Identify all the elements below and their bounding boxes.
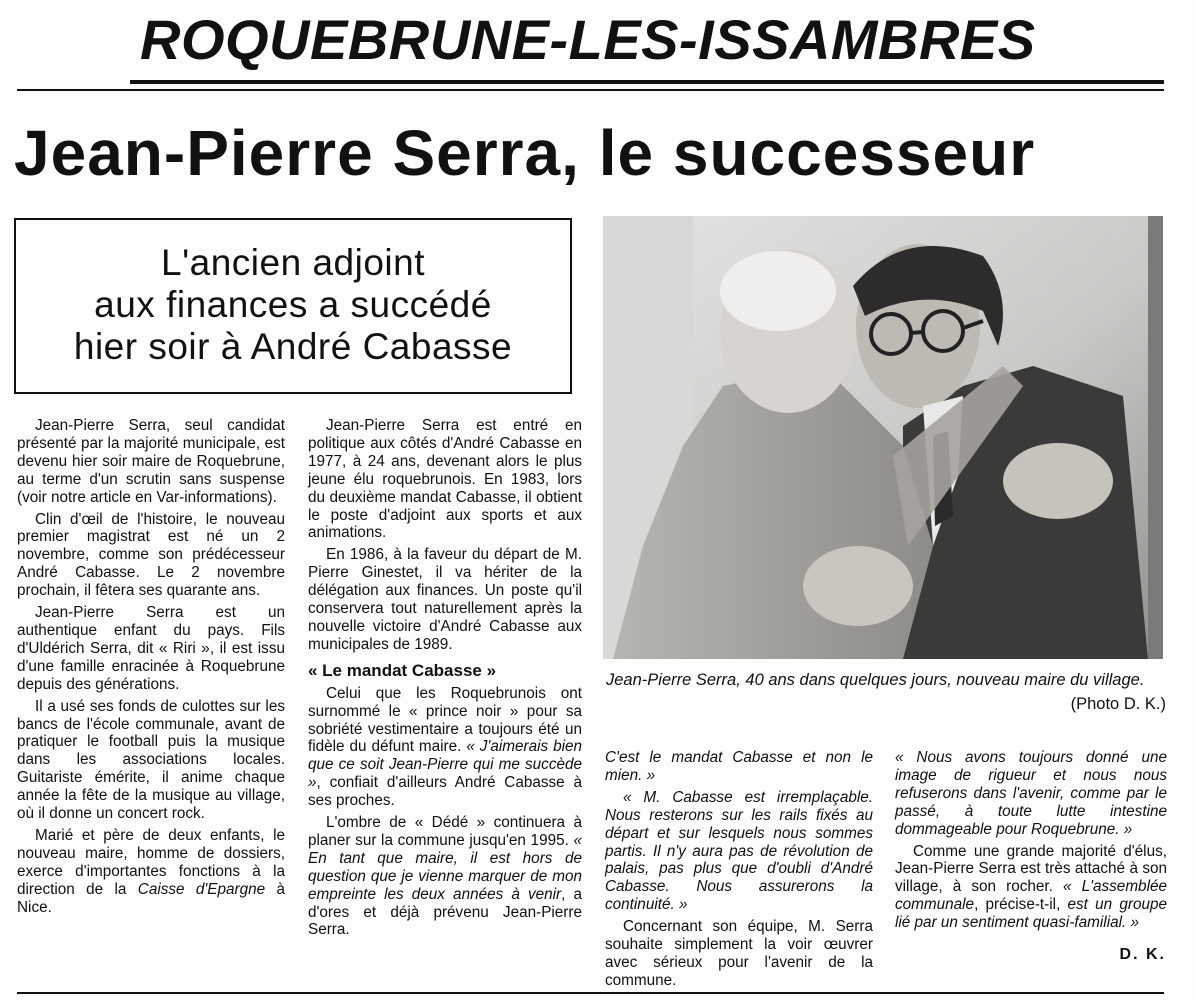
text-run: , précise-t-il,	[974, 896, 1068, 914]
text-run: Marié et père de deux enfants, le nouveau maire, homme de dossiers, exerce d'importantes fonctions à la direction de la	[17, 826, 285, 898]
bottom-rule	[17, 992, 1164, 994]
text-run: à Nice.	[17, 880, 285, 916]
paragraph: Il a usé ses fonds de culottes sur les bancs de l'école communale, avant de pratiquer le football puis la musique dans les associations locales. Guitariste émérite, il anime chaque année la fête de la musique au village, où il donne un concert rock.	[17, 697, 285, 823]
section-rule-thin	[17, 89, 1164, 91]
deck-line: L'ancien adjoint	[161, 242, 425, 283]
photo-caption	[606, 670, 1164, 690]
headline: Jean-Pierre Serra, le successeur	[14, 117, 1036, 189]
subheading: « Le mandat Cabasse »	[308, 660, 497, 680]
text-run: Comme une grande majorité d'élus, Jean-Pierre Serra est très attaché à son village, à son rocher.	[895, 842, 1167, 896]
paragraph: Concernant son équipe, M. Serra souhaite simplement la voir œuvrer avec sérieux pour l'avenir de la commune.	[605, 918, 873, 989]
deck-box	[14, 218, 572, 394]
paragraph: C'est le mandat Cabasse et non le mien. »	[605, 749, 873, 784]
text-run-italic: « L'assemblée communale	[895, 878, 1167, 914]
text-run-italic: est un groupe lié par un sentiment quasi-familial. »	[895, 896, 1167, 932]
caption-text: Jean-Pierre Serra, 40 ans dans quelques jours, nouveau maire du village.	[606, 671, 1145, 689]
article-photo	[603, 216, 1163, 659]
article-column-4	[895, 749, 1167, 936]
text-run-italic: Caisse d'Epargne	[137, 880, 266, 898]
text-run-italic: « J'aimerais bien que ce soit Jean-Pierre qui me succède »	[308, 738, 582, 792]
deck	[16, 242, 570, 368]
text-run: L'ombre de « Dédé » continuera à planer sur la commune jusqu'en 1995.	[308, 814, 582, 849]
article-column-2	[308, 417, 582, 943]
paragraph	[308, 814, 582, 939]
section-title: ROQUEBRUNE-LES-ISSAMBRES	[140, 8, 1036, 71]
paragraph	[308, 685, 582, 810]
text-run: , confiait d'ailleurs André Cabasse à ses proches.	[308, 774, 582, 810]
photo-credit: (Photo D. K.)	[1070, 695, 1166, 713]
paragraph: Clin d'œil de l'histoire, le nouveau premier magistrat est né un 2 novembre, comme son prédécesseur André Cabasse. Le 2 novembre prochain, il fêtera ses quarante ans.	[17, 510, 285, 600]
deck-line: hier soir à André Cabasse	[73, 326, 513, 367]
paragraph: « M. Cabasse est irremplaçable. Nous resterons sur les rails fixés au départ et sur lesquels nous sommes partis. Il n'y aura pas de révolution de palais, pas plus que d'oubli d'André Cabasse. Nous assurerons la continuité. »	[605, 788, 873, 914]
paragraph: Jean-Pierre Serra, seul candidat présenté par la majorité municipale, est devenu hier soir maire de Roquebrune, au terme d'un scrutin sans suspense (voir notre article en Var-informations).	[17, 417, 285, 506]
deck-line: aux finances a succédé	[94, 284, 492, 325]
text-run: Celui que les Roquebrunois ont surnommé le « prince noir » pour sa sobriété vestimentaire a toujours été un fidèle du défunt maire.	[308, 684, 582, 756]
paragraph	[895, 843, 1167, 933]
paragraph: En 1986, à la faveur du départ de M. Pierre Ginestet, il va hériter de la délégation aux finances. Un poste qu'il conservera tout naturellement après la nouvelle victoire d'André Cabasse aux municipales de 1989.	[308, 546, 582, 653]
paragraph	[17, 827, 285, 917]
paragraph: Jean-Pierre Serra est un authentique enfant du pays. Fils d'Uldérich Serra, dit « Riri », il est issu d'une famille enracinée à Roquebrune depuis des générations.	[17, 604, 285, 693]
section-rule	[130, 80, 1164, 84]
paragraph: « Nous avons toujours donné une image de rigueur et nous nous refuserons dans l'avenir, comme par le passé, à toute lutte intestine dommageable pour Roquebrune. »	[895, 749, 1167, 838]
author-signature: D. K.	[1119, 946, 1166, 963]
text-run-italic: « En tant que maire, il est hors de question que je vienne marquer de mon empreinte les deux années à venir	[308, 831, 582, 903]
article-column-3	[605, 749, 873, 994]
text-run: , a d'ores et déjà prévenu Jean-Pierre Serra.	[308, 885, 582, 939]
article-column-1	[17, 417, 285, 920]
paragraph: Jean-Pierre Serra est entré en politique aux côtés d'André Cabasse en 1977, à 24 ans, devenant alors le plus jeune élu roquebrunois. En 1983, lors du deuxième mandat Cabasse, il obtient le poste d'adjoint aux sports et aux animations.	[308, 417, 582, 542]
